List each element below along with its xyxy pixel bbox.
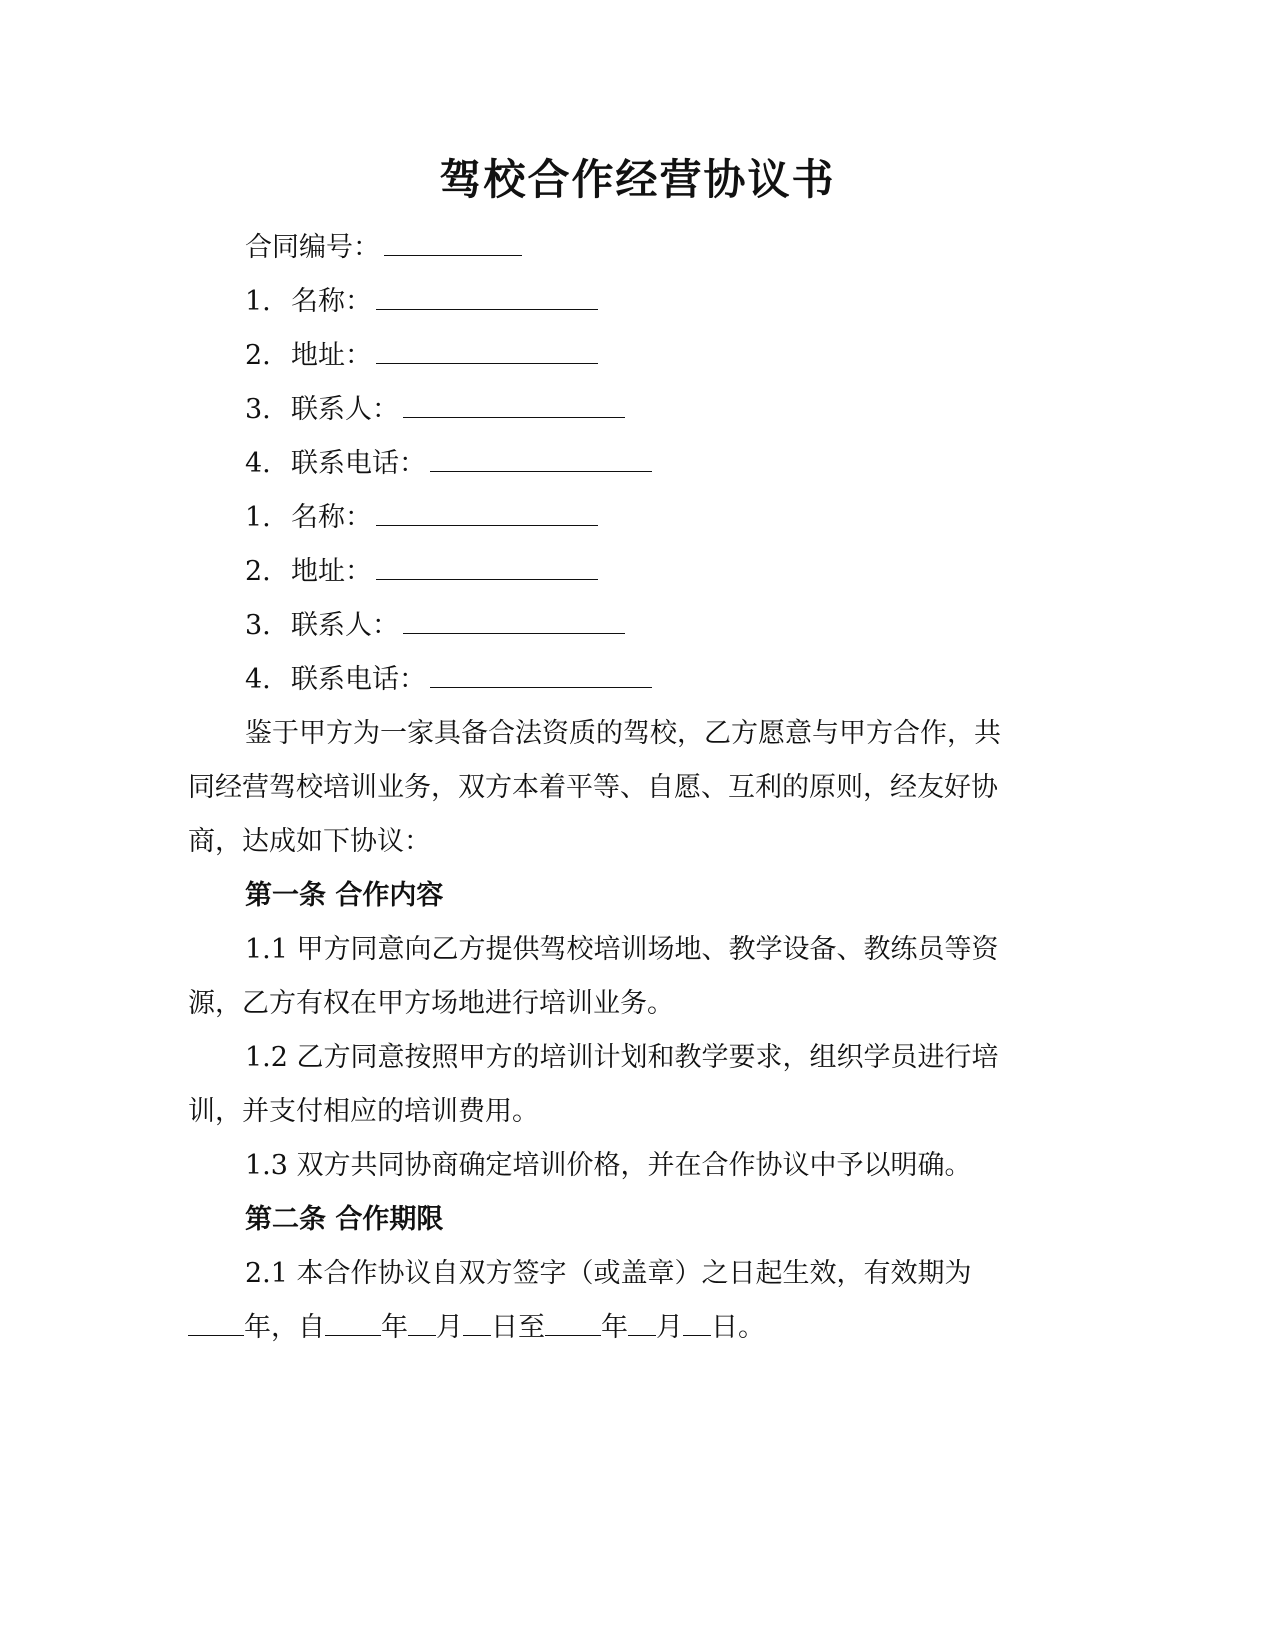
party-a-address-label: 地址： [291,340,372,371]
party-a-name-row [245,284,598,320]
party-a-phone-field[interactable] [430,447,652,472]
contract-number-row [245,230,522,266]
start-month-field[interactable] [408,1311,436,1336]
party-a-phone-num: 4. [245,448,271,479]
party-b-address-row [245,554,598,590]
party-b-contact-label: 联系人： [291,610,399,641]
term-years-label: 年，自 [244,1312,325,1343]
party-b-name-label: 名称： [291,502,372,533]
clause-2-1-line-2 [188,1310,765,1346]
contract-number-label: 合同编号： [245,232,380,263]
start-year-field[interactable] [325,1311,381,1336]
party-a-name-label: 名称： [291,286,372,317]
clause-1-1-line-2: 源，乙方有权在甲方场地进行培训业务。 [188,988,674,1019]
party-b-name-num: 1. [245,502,271,533]
party-b-address-num: 2. [245,556,271,587]
party-a-contact-label: 联系人： [291,394,399,425]
party-b-phone-label: 联系电话： [291,664,426,695]
clause-1-1-line-1: 1.1 甲方同意向乙方提供驾校培训场地、教学设备、教练员等资 [245,934,999,965]
party-a-address-row [245,338,598,374]
party-b-address-field[interactable] [376,555,598,580]
party-b-name-row [245,500,598,536]
party-a-phone-label: 联系电话： [291,448,426,479]
party-b-phone-field[interactable] [430,663,652,688]
preamble-line-1: 鉴于甲方为一家具备合法资质的驾校，乙方愿意与甲方合作，共 [245,718,1001,749]
end-day-label: 日。 [711,1312,765,1343]
party-b-address-label: 地址： [291,556,372,587]
contract-number-field[interactable] [384,231,522,256]
party-b-phone-row [245,662,652,698]
end-year-label: 年 [601,1312,628,1343]
party-a-address-field[interactable] [376,339,598,364]
article-2-heading: 第二条 合作期限 [245,1204,444,1235]
party-a-address-num: 2. [245,340,271,371]
clause-1-2-line-1: 1.2 乙方同意按照甲方的培训计划和教学要求，组织学员进行培 [245,1042,999,1073]
clause-2-1-line-1: 2.1 本合作协议自双方签字（或盖章）之日起生效，有效期为 [245,1258,972,1289]
document-title: 驾校合作经营协议书 [439,155,836,204]
end-day-field[interactable] [683,1311,711,1336]
start-year-label: 年 [381,1312,408,1343]
clause-1-2-line-2: 训，并支付相应的培训费用。 [188,1096,539,1127]
party-b-contact-row [245,608,625,644]
party-a-contact-row [245,392,625,428]
party-a-contact-num: 3. [245,394,271,425]
article-1-heading: 第一条 合作内容 [245,880,444,911]
party-a-name-field[interactable] [376,285,598,310]
clause-1-3-line-1: 1.3 双方共同协商确定培训价格，并在合作协议中予以明确。 [245,1150,972,1181]
end-year-field[interactable] [545,1311,601,1336]
end-month-field[interactable] [628,1311,656,1336]
party-b-phone-num: 4. [245,664,271,695]
end-month-label: 月 [656,1312,683,1343]
party-b-name-field[interactable] [376,501,598,526]
preamble-line-3: 商，达成如下协议： [188,826,431,857]
party-a-contact-field[interactable] [403,393,625,418]
start-month-label: 月 [436,1312,463,1343]
party-a-name-num: 1. [245,286,271,317]
preamble-line-2: 同经营驾校培训业务，双方本着平等、自愿、互利的原则，经友好协 [188,772,998,803]
party-b-contact-field[interactable] [403,609,625,634]
party-a-phone-row [245,446,652,482]
party-b-contact-num: 3. [245,610,271,641]
start-day-label: 日至 [491,1312,545,1343]
term-years-field[interactable] [188,1311,244,1336]
start-day-field[interactable] [463,1311,491,1336]
